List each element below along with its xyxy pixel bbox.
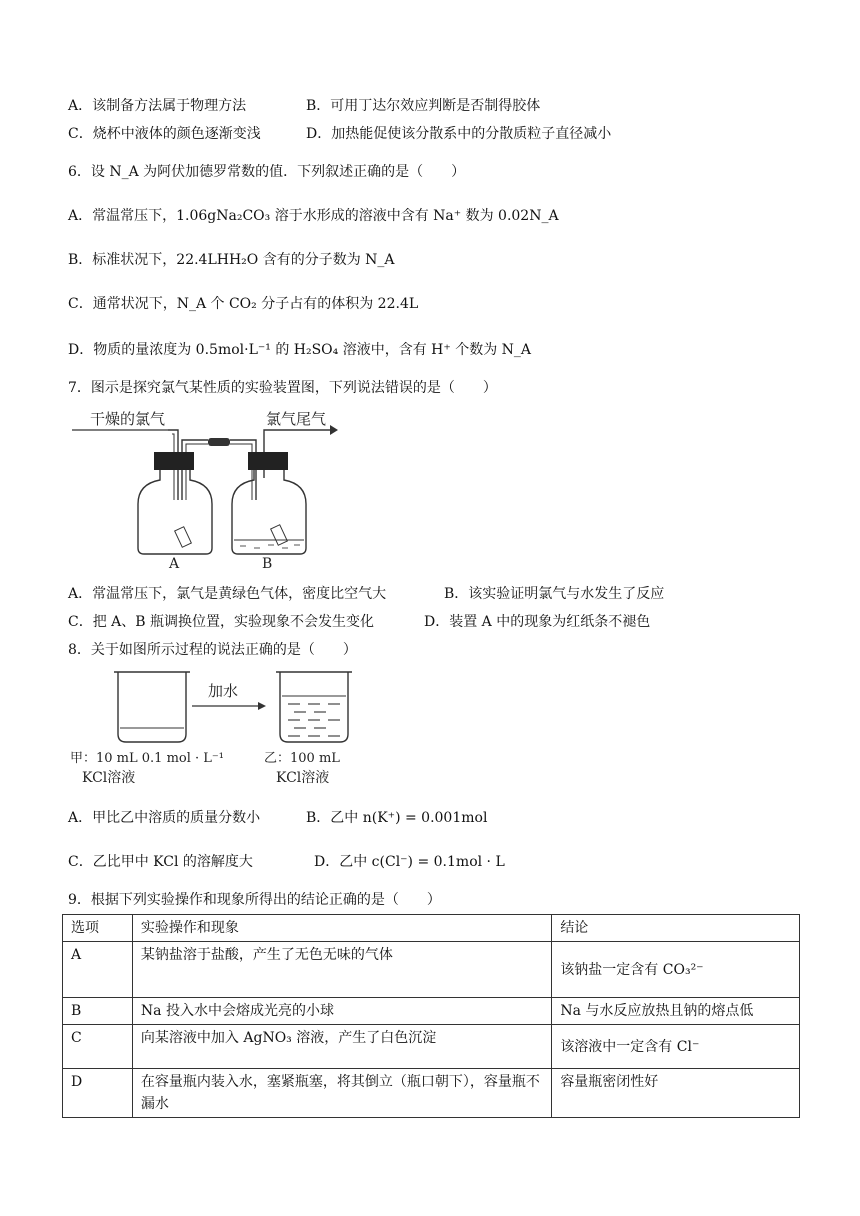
q9-table bbox=[62, 914, 800, 1118]
fig-beaker-a-caption-1: 甲：10 mL 0.1 mol · L⁻¹ bbox=[70, 751, 224, 766]
q9-stem: 9．根据下列实验操作和现象所得出的结论正确的是（ ） bbox=[68, 892, 441, 908]
table-cell-option: D bbox=[63, 1069, 133, 1118]
q8-option-d: D．乙中 c(Cl⁻) = 0.1mol · L bbox=[314, 854, 505, 870]
table-row bbox=[63, 1025, 800, 1069]
table-header-cell: 实验操作和现象 bbox=[132, 915, 551, 942]
table-cell-conclusion: 容量瓶密闭性好 bbox=[552, 1069, 800, 1118]
q8-dilution-figure bbox=[68, 664, 358, 790]
table-cell-option: A bbox=[63, 942, 133, 998]
q8-option-c: C．乙比甲中 KCl 的溶解度大 bbox=[68, 854, 253, 870]
table-row bbox=[63, 942, 800, 998]
table-cell-operation: 某钠盐溶于盐酸，产生了无色无味的气体 bbox=[132, 942, 551, 998]
table-cell-operation: Na 投入水中会熔成光亮的小球 bbox=[132, 998, 551, 1025]
q5-option-d: D．加热能促使该分散系中的分散质粒子直径减小 bbox=[306, 126, 612, 142]
fig-label-dry-chlorine: 干燥的氯气 bbox=[90, 410, 166, 428]
table-cell-conclusion: 该钠盐一定含有 CO₃²⁻ bbox=[552, 942, 800, 998]
q8-option-b: B．乙中 n(K⁺) = 0.001mol bbox=[306, 810, 488, 826]
q6-option-c: C．通常状况下，N_A 个 CO₂ 分子占有的体积为 22.4L bbox=[68, 296, 419, 312]
q7-stem: 7．图示是探究氯气某性质的实验装置图，下列说法错误的是（ ） bbox=[68, 380, 497, 396]
fig-beaker-a-caption-2: KCl溶液 bbox=[82, 770, 136, 786]
table-row bbox=[63, 1069, 800, 1118]
q6-option-d: D．物质的量浓度为 0.5mol·L⁻¹ 的 H₂SO₄ 溶液中，含有 H⁺ 个数为 N_A bbox=[68, 342, 532, 358]
q6-stem: 6．设 N_A 为阿伏加德罗常数的值．下列叙述正确的是（ ） bbox=[68, 164, 466, 180]
table-cell-option: B bbox=[63, 998, 133, 1025]
q7-option-a: A．常温常压下，氯气是黄绿色气体，密度比空气大 bbox=[68, 586, 387, 602]
table-header-cell: 选项 bbox=[63, 915, 133, 942]
q7-apparatus-figure bbox=[68, 408, 338, 570]
fig-label-tail-gas: 氯气尾气 bbox=[266, 410, 327, 428]
table-cell-conclusion: Na 与水反应放热且钠的熔点低 bbox=[552, 998, 800, 1025]
q5-option-a: A．该制备方法属于物理方法 bbox=[68, 98, 247, 114]
q7-option-b: B．该实验证明氯气与水发生了反应 bbox=[444, 586, 665, 602]
fig-add-water-label: 加水 bbox=[208, 682, 239, 700]
table-header-cell: 结论 bbox=[552, 915, 800, 942]
q7-option-c: C．把 A、B 瓶调换位置，实验现象不会发生变化 bbox=[68, 614, 375, 630]
fig-bottle-b-label: B bbox=[262, 556, 273, 570]
q6-option-b: B．标准状况下，22.4LHH₂O 含有的分子数为 N_A bbox=[68, 252, 395, 268]
q8-option-a: A．甲比乙中溶质的质量分数小 bbox=[68, 810, 261, 826]
table-cell-operation: 向某溶液中加入 AgNO₃ 溶液，产生了白色沉淀 bbox=[132, 1025, 551, 1069]
table-header-row bbox=[63, 915, 800, 942]
fig-bottle-a-label: A bbox=[169, 556, 180, 570]
table-row bbox=[63, 998, 800, 1025]
q5-option-c: C．烧杯中液体的颜色逐渐变浅 bbox=[68, 126, 261, 142]
table-cell-option: C bbox=[63, 1025, 133, 1069]
fig-beaker-b-caption-1: 乙：100 mL bbox=[264, 751, 340, 766]
q5-option-b: B．可用丁达尔效应判断是否制得胶体 bbox=[306, 98, 541, 114]
q7-option-d: D．装置 A 中的现象为红纸条不褪色 bbox=[424, 614, 651, 630]
q6-option-a: A．常温常压下，1.06gNa₂CO₃ 溶于水形成的溶液中含有 Na⁺ 数为 0.02N_A bbox=[68, 208, 559, 224]
q8-stem: 8．关于如图所示过程的说法正确的是（ ） bbox=[68, 642, 357, 658]
fig-beaker-b-caption-2: KCl溶液 bbox=[276, 770, 330, 786]
table-cell-operation: 在容量瓶内装入水，塞紧瓶塞，将其倒立（瓶口朝下），容量瓶不漏水 bbox=[132, 1069, 551, 1118]
table-cell-conclusion: 该溶液中一定含有 Cl⁻ bbox=[552, 1025, 800, 1069]
